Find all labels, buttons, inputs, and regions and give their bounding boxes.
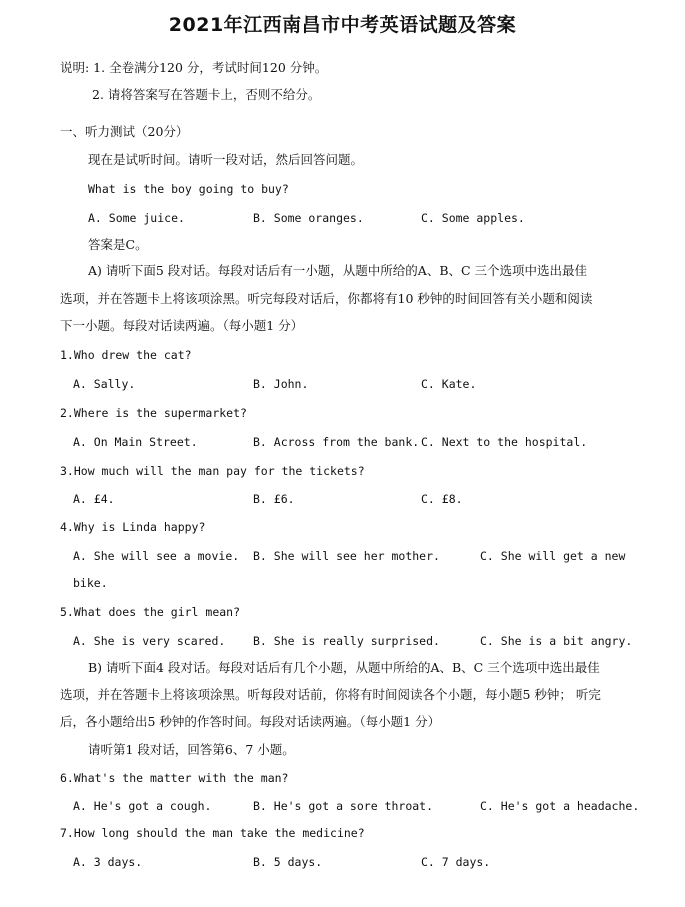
sample-option-b: B. Some oranges.: [253, 211, 364, 225]
q3-option-c: C. £8.: [421, 492, 463, 506]
q5-option-c: C. She is a bit angry.: [480, 634, 633, 648]
q7-option-a: A. 3 days.: [73, 855, 143, 869]
page-title: 2021年江西南昌市中考英语试题及答案: [168, 14, 517, 36]
q2-option-b: B. Across from the bank.: [253, 435, 420, 449]
q5-option-b: B. She is really surprised.: [253, 634, 440, 648]
q6-option-b: B. He's got a sore throat.: [253, 799, 434, 813]
q3-option-b: B. £6.: [253, 492, 295, 506]
part-a-instructions-2: 选项，并在答题卡上将该项涂黑。听完每段对话后，你都将有10 秒钟的时间回答有关小题和阅读: [60, 291, 593, 306]
sample-question: What is the boy going to buy?: [88, 182, 289, 196]
question-4: 4.Why is Linda happy?: [60, 520, 206, 534]
q4-option-c-continued: bike.: [73, 576, 108, 590]
part-a-instructions-1: A) 请听下面5 段对话。每段对话后有一小题，从题中所给的A、B、C 三个选项中选出最佳: [88, 263, 588, 278]
part-b-instructions-3: 后，各小题给出5 秒钟的作答时间。每段对话读两遍。（每小题1 分）: [60, 714, 441, 729]
q4-option-a: A. She will see a movie.: [73, 549, 240, 563]
part-b-instructions-1: B) 请听下面4 段对话。每段对话后有几个小题，从题中所给的A、B、C 三个选项中选出最佳: [88, 660, 600, 675]
sample-option-c: C. Some apples.: [421, 211, 525, 225]
q5-option-a: A. She is very scared.: [73, 634, 226, 648]
question-7: 7.How long should the man take the medicine?: [60, 826, 365, 840]
q2-option-a: A. On Main Street.: [73, 435, 198, 449]
section-heading: 一、听力测试（20分）: [60, 124, 189, 139]
q1-option-b: B. John.: [253, 377, 309, 391]
q6-option-c: C. He's got a headache.: [480, 799, 640, 813]
q1-option-a: A. Sally.: [73, 377, 136, 391]
sample-option-a: A. Some juice.: [88, 211, 185, 225]
q7-option-c: C. 7 days.: [421, 855, 491, 869]
note-2: 2. 请将答案写在答题卡上，否则不给分。: [92, 87, 321, 102]
q4-option-c: C. She will get a new: [480, 549, 626, 563]
intro-text: 现在是试听时间。请听一段对话，然后回答问题。: [88, 152, 364, 167]
q6-option-a: A. He's got a cough.: [73, 799, 212, 813]
part-a-instructions-3: 下一小题。每段对话读两遍。（每小题1 分）: [60, 318, 304, 333]
question-3: 3.How much will the man pay for the tickets?: [60, 464, 365, 478]
q7-option-b: B. 5 days.: [253, 855, 323, 869]
question-5: 5.What does the girl mean?: [60, 605, 241, 619]
question-6: 6.What's the matter with the man?: [60, 771, 289, 785]
note-1: 说明: 1. 全卷满分120 分，考试时间120 分钟。: [60, 60, 328, 75]
question-1: 1.Who drew the cat?: [60, 348, 192, 362]
q4-option-b: B. She will see her mother.: [253, 549, 440, 563]
question-2: 2.Where is the supermarket?: [60, 406, 247, 420]
part-b-dialogue-1-intro: 请听第1 段对话，回答第6、7 小题。: [88, 742, 295, 757]
q1-option-c: C. Kate.: [421, 377, 477, 391]
q2-option-c: C. Next to the hospital.: [421, 435, 588, 449]
sample-answer: 答案是C。: [88, 237, 148, 252]
q3-option-a: A. £4.: [73, 492, 115, 506]
part-b-instructions-2: 选项，并在答题卡上将该项涂黑。听每段对话前，你将有时间阅读各个小题，每小题5 秒钟； 听完: [60, 687, 601, 702]
